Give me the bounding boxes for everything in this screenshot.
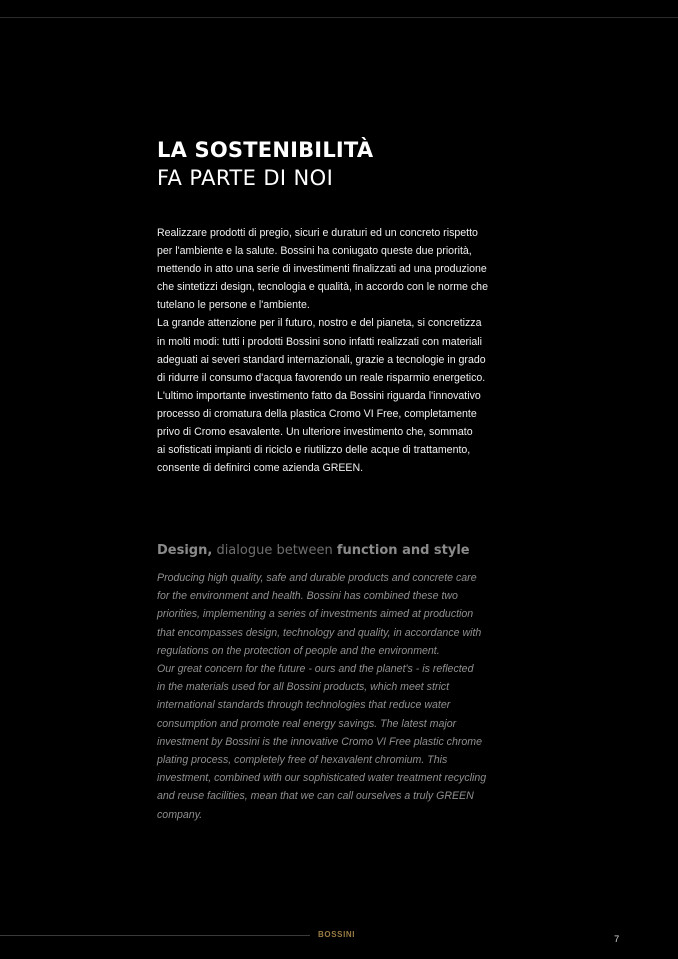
- text-line: investment by Bossini is the innovative Cromo VI Free plastic chrome: [157, 735, 483, 748]
- text-line: tutelano le persone e l'ambiente.: [157, 299, 310, 312]
- heading-part-design: Design,: [157, 543, 213, 558]
- text-line: company.: [157, 808, 203, 821]
- text-line: che sintetizzi design, tecnologia e qualità, in accordo con le norme che: [157, 281, 488, 294]
- text-line: ai sofisticati impianti di riciclo e riutilizzo delle acque di trattamento,: [157, 444, 471, 457]
- brand-logo: BOSSINI: [318, 930, 356, 939]
- text-line: that encompasses design, technology and quality, in accordance with: [157, 626, 482, 639]
- text-line: in the materials used for all Bossini products, which meet strict: [157, 681, 450, 694]
- italian-paragraph: [157, 224, 537, 477]
- text-line: La grande attenzione per il futuro, nostro e del pianeta, si concretizza: [157, 317, 482, 330]
- text-line: processo di cromatura della plastica Cromo VI Free, completamente: [157, 407, 477, 420]
- text-line: Realizzare prodotti di pregio, sicuri e duraturi ed un concreto rispetto: [157, 227, 478, 239]
- text-line: L'ultimo importante investimento fatto da Bossini riguarda l'innovativo: [157, 389, 481, 402]
- text-line: adeguati ai severi standard internazionali, grazie a tecnologie in grado: [157, 353, 486, 366]
- english-heading: [157, 540, 470, 562]
- text-line: and reuse facilities, mean that we can call ourselves a truly GREEN: [157, 790, 474, 803]
- text-line: priorities, implementing a series of investments aimed at production: [157, 608, 474, 621]
- text-line: privo di Cromo esavalente. Un ulteriore investimento che, sommato: [157, 426, 473, 439]
- footer-divider: [0, 935, 310, 936]
- title-line-1: LA SOSTENIBILITÀ: [157, 138, 374, 162]
- page-number: 7: [614, 934, 620, 945]
- text-line: Producing high quality, safe and durable products and concrete care: [157, 572, 477, 584]
- heading-part-dialogue: dialogue between: [212, 543, 337, 558]
- text-line: investment, combined with our sophisticated water treatment recycling: [157, 772, 487, 785]
- text-line: international standards through technologies that reduce water: [157, 699, 451, 712]
- text-line: di ridurre il consumo d'acqua favorendo un reale risparmio energetico.: [157, 371, 486, 384]
- text-line: per l'ambiente e la salute. Bossini ha coniugato queste due priorità,: [157, 245, 472, 258]
- heading-part-function: function and style: [336, 543, 470, 558]
- top-divider: [0, 17, 678, 18]
- text-line: regulations on the protection of people and the environment.: [157, 644, 440, 657]
- text-line: plating process, completely free of hexavalent chromium. This: [157, 754, 448, 767]
- english-paragraph: [157, 569, 537, 824]
- text-line: for the environment and health. Bossini has combined these two: [157, 590, 458, 603]
- title-line-2: FA PARTE DI NOI: [157, 166, 334, 190]
- text-line: consente di definirci come azienda GREEN.: [157, 462, 364, 475]
- text-line: Our great concern for the future - ours and the planet's - is reflected: [157, 663, 474, 676]
- text-line: in molti modi: tutti i prodotti Bossini sono infatti realizzati con materiali: [157, 335, 483, 348]
- text-line: mettendo in atto una serie di investimenti finalizzati ad una produzione: [157, 263, 487, 276]
- text-line: consumption and promote real energy savings. The latest major: [157, 717, 457, 730]
